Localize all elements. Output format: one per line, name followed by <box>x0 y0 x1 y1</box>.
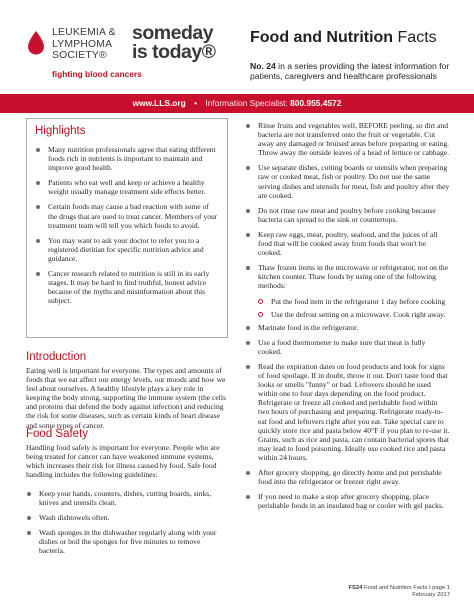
org-name <box>52 27 116 62</box>
food-safety-item: Read the expiration dates on food products and look for signs of food spoilage. If in doubt, throw it out. Don't taste food that looks or smells "funny" or bad. Leftovers should be used within one to four days depending on the food product. Refrigerate or freeze all cooked and perishable food within two hours of purchasing and preparing. Refrigerate ready-to-eat food and leftovers right after you eat. Take special care to quickly store rice and pasta below 40°F if you plan to re-use it. Grains, such as rice and pasta, can contain bacterial spores that may lead to food poisoning. Ideally use cooked rice and pasta within 24 hours. <box>245 362 450 462</box>
food-safety-item: Wash sponges in the dishwasher regularly along with your dishes or boil the sponges for five minutes to remove bacteria. <box>26 528 227 555</box>
lls-logo <box>26 24 226 86</box>
footer-doc-code: FS24 <box>348 585 363 591</box>
contact-separator: • <box>194 98 198 108</box>
org-tagline: fighting blood cancers <box>52 69 142 79</box>
sub-list-item: Use the defrost setting on a microwave. Cook right away. <box>245 310 450 319</box>
subtitle-text: in a series providing the latest information for patients, caregivers and healthcare professionals <box>250 61 450 82</box>
footer-date: February 2017 <box>412 592 450 598</box>
info-specialist-label: Information Specialist: <box>205 98 288 108</box>
slogan-line1: someday <box>132 22 214 44</box>
highlight-item: You may want to ask your doctor to refer you to a registered dietitian for specific nutrition advice and guidance. <box>35 236 219 263</box>
food-safety-item: Marinate food in the refrigerator. <box>245 323 450 332</box>
title-bold: Food and Nutrition <box>250 29 394 46</box>
page-footer <box>300 585 450 599</box>
food-safety-item: Do not rinse raw meat and poultry before cooking because bacteria can spread to the sink or countertops. <box>245 206 450 224</box>
highlights-box <box>26 118 228 338</box>
highlights-heading: Highlights <box>35 125 86 137</box>
title-rest: Facts <box>393 29 437 46</box>
highlight-item: Certain foods may cause a bad reaction with some of the drugs that are used to treat cancer. Members of your treatment team will tell you which foods to avoid. <box>35 202 219 229</box>
food-safety-item: Thaw frozen items in the microwave or refrigerator, not on the kitchen counter. Thaw foods by using one of the following methods: <box>245 263 450 290</box>
org-name-line1: LEUKEMIA & <box>52 27 116 38</box>
fact-sheet-number: No. 24 <box>250 61 276 71</box>
org-name-line2: LYMPHOMA <box>52 38 113 50</box>
org-name-line3: SOCIETY® <box>52 50 107 61</box>
slogan-line2: is today® <box>132 41 216 63</box>
page-subtitle <box>250 61 460 81</box>
introduction-heading: Introduction <box>26 351 87 363</box>
highlights-list <box>35 145 219 311</box>
right-column-list <box>245 121 450 516</box>
slogan <box>132 24 216 62</box>
food-safety-item: Use separate dishes, cutting boards or utensils when preparing raw or cooked meat, fish or poultry. Do not use the same serving dishes and utensils for meat, fish and poultry after they are cooked. <box>245 163 450 199</box>
highlight-item: Many nutrition professionals agree that eating different foods rich in nutrients is important to maintain and improve good health. <box>35 145 219 172</box>
food-safety-item: Wash dishtowels often. <box>26 513 227 522</box>
food-safety-item: Keep raw eggs, meat, poultry, seafood, and the juices of all food that will be cooked away from foods that won't be cooked. <box>245 230 450 257</box>
food-safety-item: If you need to make a stop after grocery shopping, place perishable foods in an insulated bag or cooler with gel packs. <box>245 492 450 510</box>
introduction-text: Eating well is important for everyone. The types and amounts of foods that we eat affect our energy levels, our moods and how we feel about ourselves. A healthy lifestyle plays a key role in keeping the body strong, supporting the immune system (the cells and proteins that defend the body against infection) and reducing the risk for some diseases, such as certain kinds of heart disease and some types of cancer. <box>26 366 226 430</box>
food-safety-item: Rinse fruits and vegetables well, BEFORE peeling, so dirt and bacteria are not transferred onto the fruit or vegetable. Cut away any damaged or bruised areas before preparing or eating. Throw away the outside leaves of a head of lettuce or cabbage. <box>245 121 450 157</box>
food-safety-list <box>26 489 227 562</box>
highlight-item: Cancer research related to nutrition is still in its early stages. It may be hard to find truthful, honest advice because of the myths and misinformation about this subject. <box>35 269 219 305</box>
food-safety-item: Use a food thermometer to make sure that meat is fully cooked. <box>245 338 450 356</box>
website-link[interactable]: www.LLS.org <box>132 98 186 108</box>
food-safety-item: After grocery shopping, go directly home and put perishable food into the refrigerator or freezer right away. <box>245 468 450 486</box>
food-safety-item: Keep your hands, counters, dishes, cutting boards, sinks, knives and utensils clean. <box>26 489 227 507</box>
sub-list-item: Put the food item in the refrigerator 1 day before cooking <box>245 297 450 306</box>
blood-drop-icon <box>26 30 46 56</box>
food-safety-heading: Food Safety <box>26 428 89 440</box>
page-title <box>250 29 437 47</box>
contact-bar <box>0 94 474 113</box>
footer-doc-title: Food and Nutrition Facts <box>363 585 428 591</box>
food-safety-intro: Handling food safely is important for everyone. People who are being treated for cancer can have weakened immune systems, which increases their risk for illness caused by food. Safe food handling includes the following guidelines: <box>26 443 220 480</box>
phone-number[interactable]: 800.955.4572 <box>290 98 342 108</box>
footer-page-number: I page 1 <box>429 585 450 591</box>
highlight-item: Patients who eat well and keep or achieve a healthy weight usually manage treatment side effects better. <box>35 178 219 196</box>
